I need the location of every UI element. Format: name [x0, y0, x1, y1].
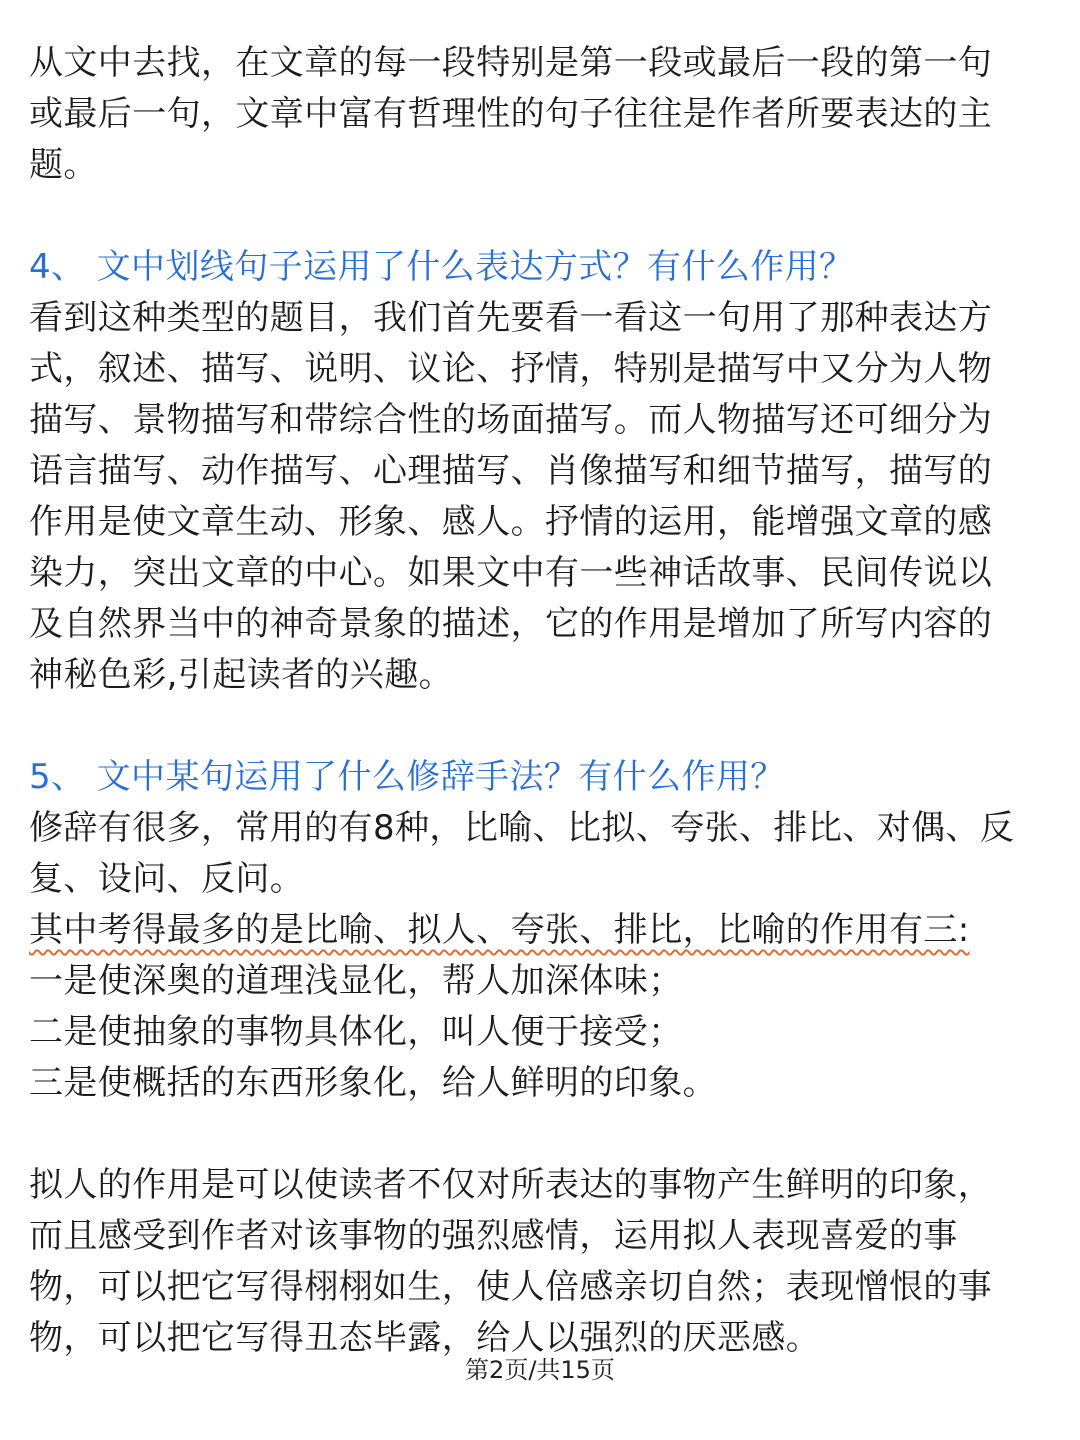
text-line: 而且感受到作者对该事物的强烈感情，运用拟人表现喜爱的事 [29, 1216, 958, 1256]
text-line: 式，叙述、描写、说明、议论、抒情，特别是描写中又分为人物 [29, 349, 993, 389]
paragraph-gap [29, 1109, 1059, 1160]
point-line: 三是使概括的东西形象化，给人鲜明的印象。 [29, 1063, 717, 1103]
text-line: 从文中去找，在文章的每一段特别是第一段或最后一段的第一句 [29, 43, 993, 83]
text-line: 拟人的作用是可以使读者不仅对所表达的事物产生鲜明的印象， [29, 1165, 993, 1205]
text-line: 题。 [29, 145, 98, 185]
page-indicator: 第2页/共15页 [465, 1356, 615, 1384]
question-4-heading: 4、 文中划线句子运用了什么表达方式？有什么作用？ [29, 247, 854, 287]
question-5-heading: 5、 文中某句运用了什么修辞手法？有什么作用？ [29, 757, 785, 797]
text-line: 看到这种类型的题目，我们首先要看一看这一句用了那种表达方 [29, 298, 993, 338]
paragraph-gap [29, 701, 1059, 752]
text-line: 神秘色彩,引起读者的兴趣。 [29, 655, 454, 695]
point-line: 二是使抽象的事物具体化，叫人便于接受； [29, 1012, 683, 1052]
text-line: 描写、景物描写和带综合性的场面描写。而人物描写还可细分为 [29, 400, 993, 440]
underlined-line-wrapper [29, 905, 1059, 956]
intro-paragraph [29, 38, 1059, 191]
text-line: 或最后一句，文章中富有哲理性的句子往往是作者所要表达的主 [29, 94, 993, 134]
question-5-section [29, 752, 1059, 1109]
text-line: 复、设问、反问。 [29, 859, 305, 899]
text-line: 及自然界当中的神奇景象的描述，它的作用是增加了所写内容的 [29, 604, 993, 644]
question-4-section [29, 242, 1059, 701]
point-line: 一是使深奥的道理浅显化，帮人加深体味； [29, 961, 683, 1001]
text-line: 染力，突出文章的中心。如果文中有一些神话故事、民间传说以 [29, 553, 993, 593]
paragraph-gap [29, 191, 1059, 242]
text-line: 物，可以把它写得丑态毕露，给人以强烈的厌恶感。 [29, 1318, 821, 1358]
document-page [29, 38, 1059, 1364]
wavy-underlined-text: 其中考得最多的是比喻、拟人、夸张、排比，比喻的作用有三: [29, 910, 970, 950]
personification-paragraph [29, 1160, 1059, 1364]
text-line: 物，可以把它写得栩栩如生，使人倍感亲切自然；表现憎恨的事 [29, 1267, 993, 1307]
text-line: 作用是使文章生动、形象、感人。抒情的运用，能增强文章的感 [29, 502, 993, 542]
text-line: 语言描写、动作描写、心理描写、肖像描写和细节描写，描写的 [29, 451, 993, 491]
text-line: 修辞有很多，常用的有8种，比喻、比拟、夸张、排比、对偶、反 [29, 808, 1015, 848]
